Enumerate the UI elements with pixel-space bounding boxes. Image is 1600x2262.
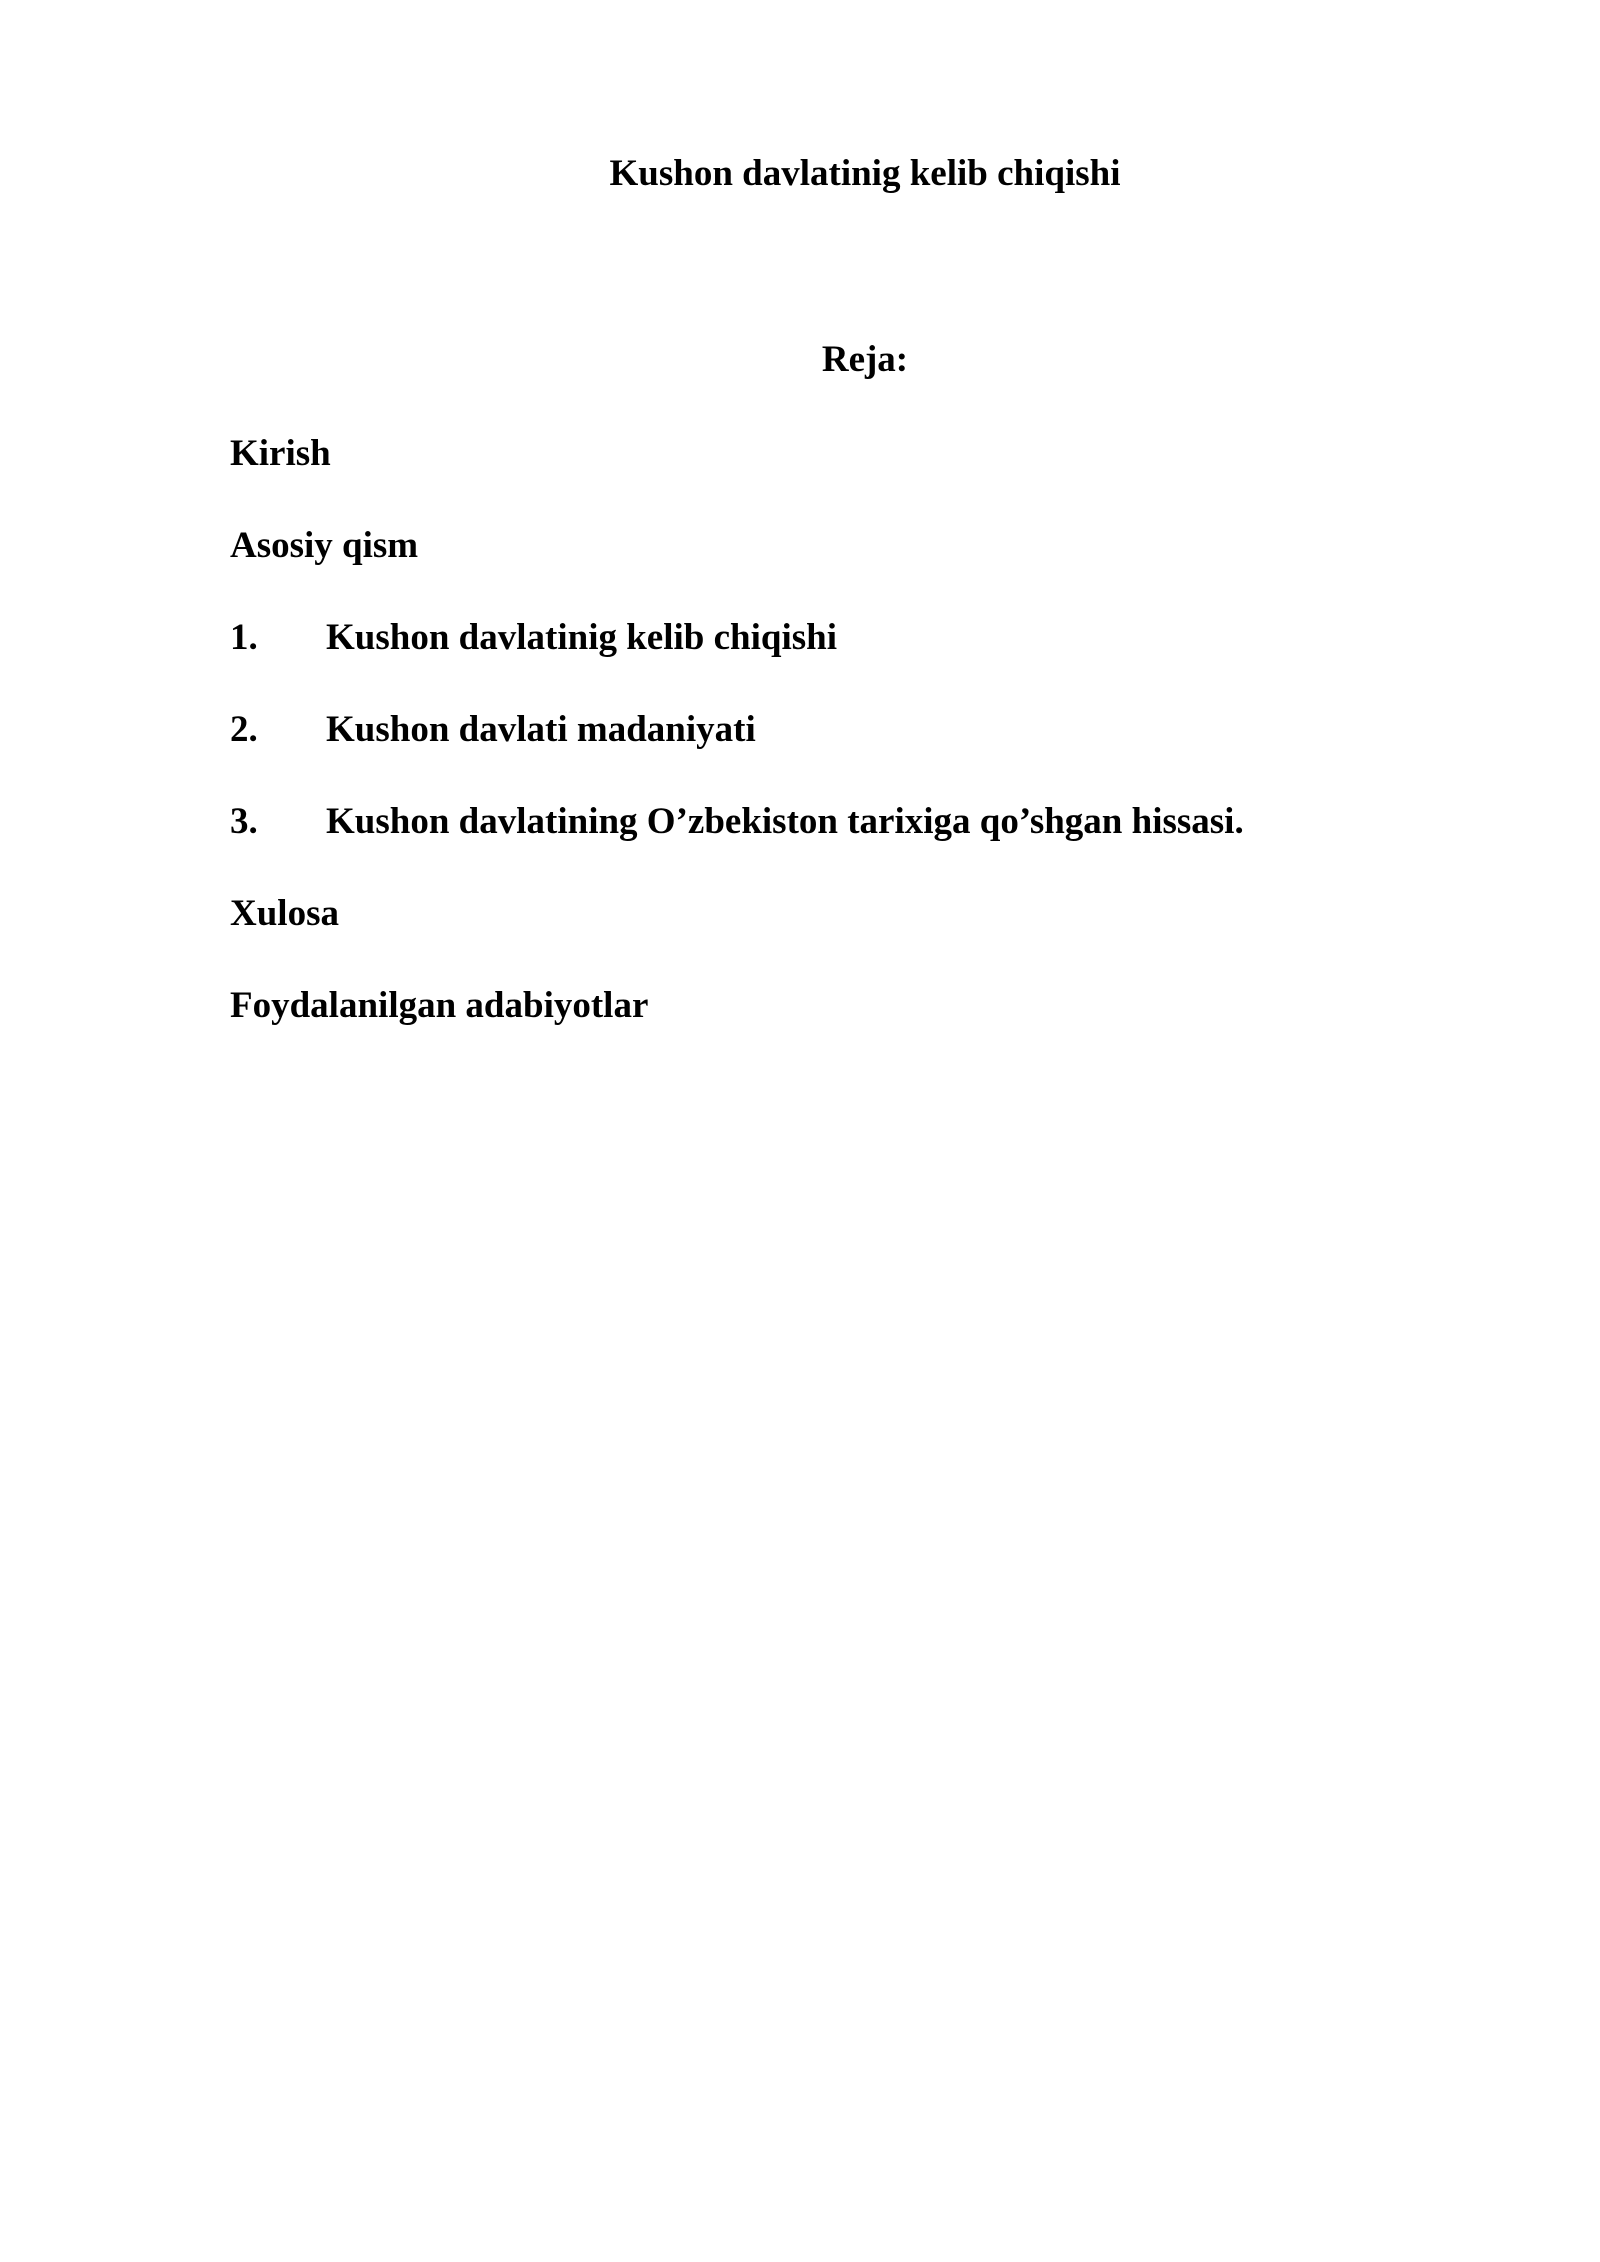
plan-item-text: Kushon davlati madaniyati: [326, 709, 756, 750]
plan-item-number: 1.: [230, 617, 258, 658]
plan-item-number: 2.: [230, 709, 258, 750]
plan-heading: Reja:: [821, 339, 909, 380]
plan-references: Foydalanilgan adabiyotlar: [230, 985, 649, 1026]
plan-item-1: [230, 614, 837, 662]
plan-intro: Kirish: [230, 433, 331, 474]
plan-item-number: 3.: [230, 801, 258, 842]
plan-item-text: Kushon davlatinig kelib chiqishi: [326, 617, 838, 658]
document-title: Kushon davlatinig kelib chiqishi: [609, 153, 1121, 194]
plan-item-2: [230, 706, 756, 754]
plan-main-part: Asosiy qism: [230, 525, 419, 566]
plan-item-text: Kushon davlatining O’zbekiston tarixiga qo’shgan hissasi.: [326, 801, 1244, 842]
plan-item-3: [230, 798, 1244, 846]
plan-conclusion: Xulosa: [230, 893, 339, 934]
